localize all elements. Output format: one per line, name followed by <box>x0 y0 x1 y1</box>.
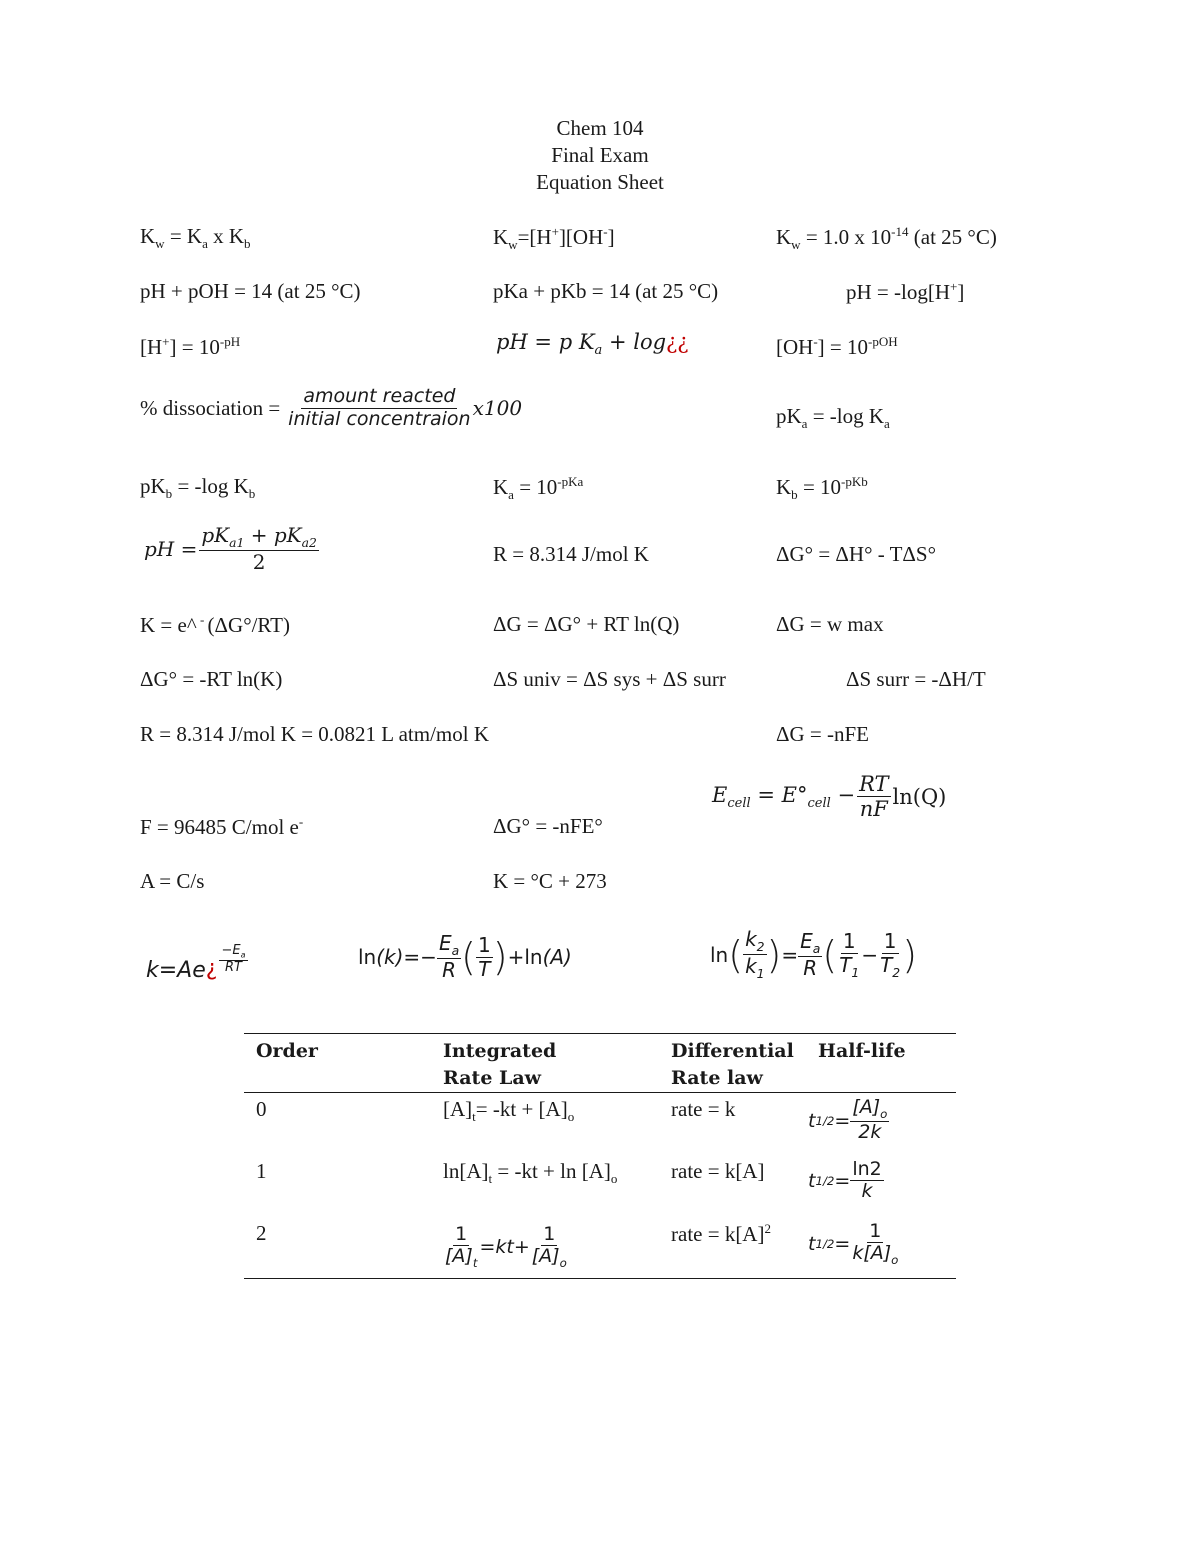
header-order: Order <box>256 1040 318 1062</box>
two-pt-t1: $T_1$ <box>839 952 860 980</box>
two-pt-close-paren-2: ) <box>902 932 918 977</box>
ph-amph-label: pH = <box>144 537 198 562</box>
dissociation-label: % dissociation = <box>140 395 281 420</box>
two-pt-t2: $T_2$ <box>880 952 901 980</box>
two-pt-one-a: 1 <box>842 928 856 953</box>
dissociation-numerator: amount reacted <box>303 385 456 407</box>
two-pt-one-b: 1 <box>883 928 897 953</box>
eq-oh-conc: $[OH^-] = 10^{-pOH}$ <box>776 334 898 359</box>
arr-ln-inner-fraction <box>476 934 493 981</box>
integrated-cell: $[A]_t= -kt + [A]_o$ <box>443 1097 575 1125</box>
eq-kw-value: $K_w = 1.0$ x $10^{-14}$ (at 25 °C) <box>776 224 997 253</box>
ph-amph-denominator: 2 <box>252 550 266 575</box>
two-pt-ea-fraction <box>798 930 822 980</box>
eq-k-exp: K = e^ - (ΔG°/RT) <box>140 612 290 637</box>
two-pt-frac-t2 <box>878 930 902 980</box>
nernst-tail: ln(Q) <box>892 784 947 809</box>
order-cell: 0 <box>256 1097 267 1121</box>
nernst-fraction <box>857 772 890 821</box>
eq-henderson: pH = p $K_a$ + log¿¿ <box>496 330 689 359</box>
table-row <box>244 1093 956 1155</box>
dissociation-fraction <box>286 386 472 431</box>
two-pt-equals: = <box>781 942 799 967</box>
eq-kelvin: K = °C + 273 <box>493 869 607 893</box>
integrated-cell: $\frac{1}{[A]_t}$ =kt+ $\frac{1}{[A]_o}$ <box>445 1222 567 1271</box>
differential-cell: rate = k[A] <box>671 1158 765 1183</box>
half-life-cell: t 1/2 = $\frac{\ln 2}{k}$ <box>808 1157 882 1203</box>
eq-nernst <box>712 772 946 821</box>
two-pt-denominator: $k_1$ <box>745 954 765 982</box>
differential-cell: rate = $k[A]^2$ <box>671 1220 771 1246</box>
arr-ln-fraction <box>437 932 461 982</box>
eq-dissociation <box>140 386 522 431</box>
eq-dg-q: ΔG = ΔG° + RT ln(Q) <box>493 612 680 636</box>
half-life-cell: t 1/2 = $\frac{[A]_o}{2k}$ <box>808 1096 888 1144</box>
arr-ln-left: ln(k)=− <box>358 945 437 970</box>
header-differential: Differential Rate law <box>671 1040 794 1089</box>
order-cell: 2 <box>256 1220 267 1245</box>
arrhenius-missing-glyph: ¿ <box>205 956 218 981</box>
arr-ln-tail: +ln(A) <box>507 945 572 970</box>
dissociation-tail: x100 <box>472 396 523 421</box>
eq-dg-nfe: ΔG = -nFE <box>776 722 870 746</box>
eq-dg-w: ΔG = w max <box>776 612 884 636</box>
two-pt-open-paren-2: ( <box>822 932 838 977</box>
eq-pka-def: $pK_a = -\log$ $K_a$ <box>776 404 890 432</box>
eq-kb-def: $K_b = 10^{-pKb}$ <box>776 474 868 503</box>
arr-ln-denominator: R <box>442 958 456 983</box>
course-title: Chem 104 <box>556 116 644 140</box>
eq-ph-poh: pH + pOH = 14 (at 25 °C) <box>140 279 361 303</box>
half-life-cell: t 1/2 = $\frac{1}{k[A]_o}$ <box>808 1219 899 1268</box>
order-cell: 1 <box>256 1158 267 1183</box>
two-pt-open-paren-1: ( <box>728 932 744 977</box>
two-pt-numerator: $k_2$ <box>745 927 765 954</box>
nernst-left: $E_{cell} = E^\circ_{cell}$ − <box>712 782 856 811</box>
table-header-row <box>244 1034 956 1093</box>
eq-arrhenius <box>146 944 248 983</box>
table-row <box>244 1217 956 1279</box>
eq-dg-nfe-std: ΔG° = -nFE° <box>493 814 603 838</box>
arr-ln-inner-denominator: T <box>478 956 491 981</box>
nernst-numerator: RT <box>859 772 889 796</box>
nernst-denominator: nF <box>859 797 888 822</box>
eq-arrhenius-ln <box>358 932 572 982</box>
ph-amph-numerator: $pK_{a1} + pK_{a2}$ <box>201 523 317 550</box>
ph-amph-fraction <box>199 524 319 574</box>
eq-kw-product: $K_w = K_a$ x $K_b$ <box>140 224 251 252</box>
eq-r-value: R = 8.314 J/mol K <box>493 542 649 566</box>
sheet-title: Equation Sheet <box>536 170 664 194</box>
arrhenius-left: k=Ae <box>146 958 206 983</box>
table-row <box>244 1155 956 1217</box>
two-pt-k-fraction <box>743 928 766 982</box>
integrated-cell: $\ln[A]_t = -kt + \ln [A]_o$ <box>443 1158 618 1186</box>
eq-gibbs: ΔG° = ΔH° - TΔS° <box>776 542 937 566</box>
two-pt-ea: $E_a$ <box>800 928 821 956</box>
eq-pka-pkb: pKa + pKb = 14 (at 25 °C) <box>493 279 719 303</box>
arrhenius-exponent <box>219 944 247 976</box>
eq-r-both: R = 8.314 J/mol K = 0.0821 L atm/mol K <box>140 722 489 746</box>
eq-faraday: F = 96485 C/mol e- <box>140 814 304 839</box>
arr-ln-open-paren: ( <box>461 935 476 980</box>
header-half-life: Half-life <box>818 1040 906 1062</box>
two-pt-ln: ln <box>710 942 729 967</box>
exam-title: Final Exam <box>551 143 649 167</box>
henderson-missing-glyphs: ¿¿ <box>666 330 689 354</box>
arr-ln-inner-numerator: 1 <box>478 932 491 957</box>
arr-ln-close-paren: ) <box>492 935 508 980</box>
eq-ds-univ: ΔS univ = ΔS sys + ΔS surr <box>493 667 726 691</box>
eq-two-point <box>710 928 917 982</box>
rate-law-table <box>244 1033 956 1279</box>
eq-h-conc: $[H^+] = 10^{-pH}$ <box>140 334 241 359</box>
arr-ln-numerator: $E_a$ <box>438 931 460 958</box>
eq-ph-amphiprotic <box>144 524 319 574</box>
eq-ampere: A = C/s <box>140 869 205 893</box>
arrhenius-exp-denominator: RT <box>224 959 242 975</box>
two-pt-r: R <box>803 955 818 980</box>
header-integrated: Integrated Rate Law <box>443 1040 557 1089</box>
two-pt-close-paren-1: ) <box>766 932 782 977</box>
differential-cell: rate = k <box>671 1097 736 1121</box>
two-pt-frac-t1 <box>837 930 861 980</box>
eq-ph-def: pH = -log[H+] <box>846 279 965 304</box>
dissociation-denominator: initial concentraion <box>288 407 471 430</box>
two-pt-minus: − <box>861 942 879 967</box>
eq-ka-def: $K_a = 10^{-pKa}$ <box>493 474 584 503</box>
arrhenius-exp-numerator: $-E_a$ <box>221 943 246 960</box>
eq-pkb-def: $pK_b = -\log$ $K_b$ <box>140 474 256 502</box>
eq-dg-k: ΔG° = -RT ln(K) <box>140 667 283 691</box>
eq-kw-ions: $K_w=[H^+][OH^-]$ <box>493 224 615 253</box>
eq-ds-surr: ΔS surr = -ΔH/T <box>846 667 986 691</box>
